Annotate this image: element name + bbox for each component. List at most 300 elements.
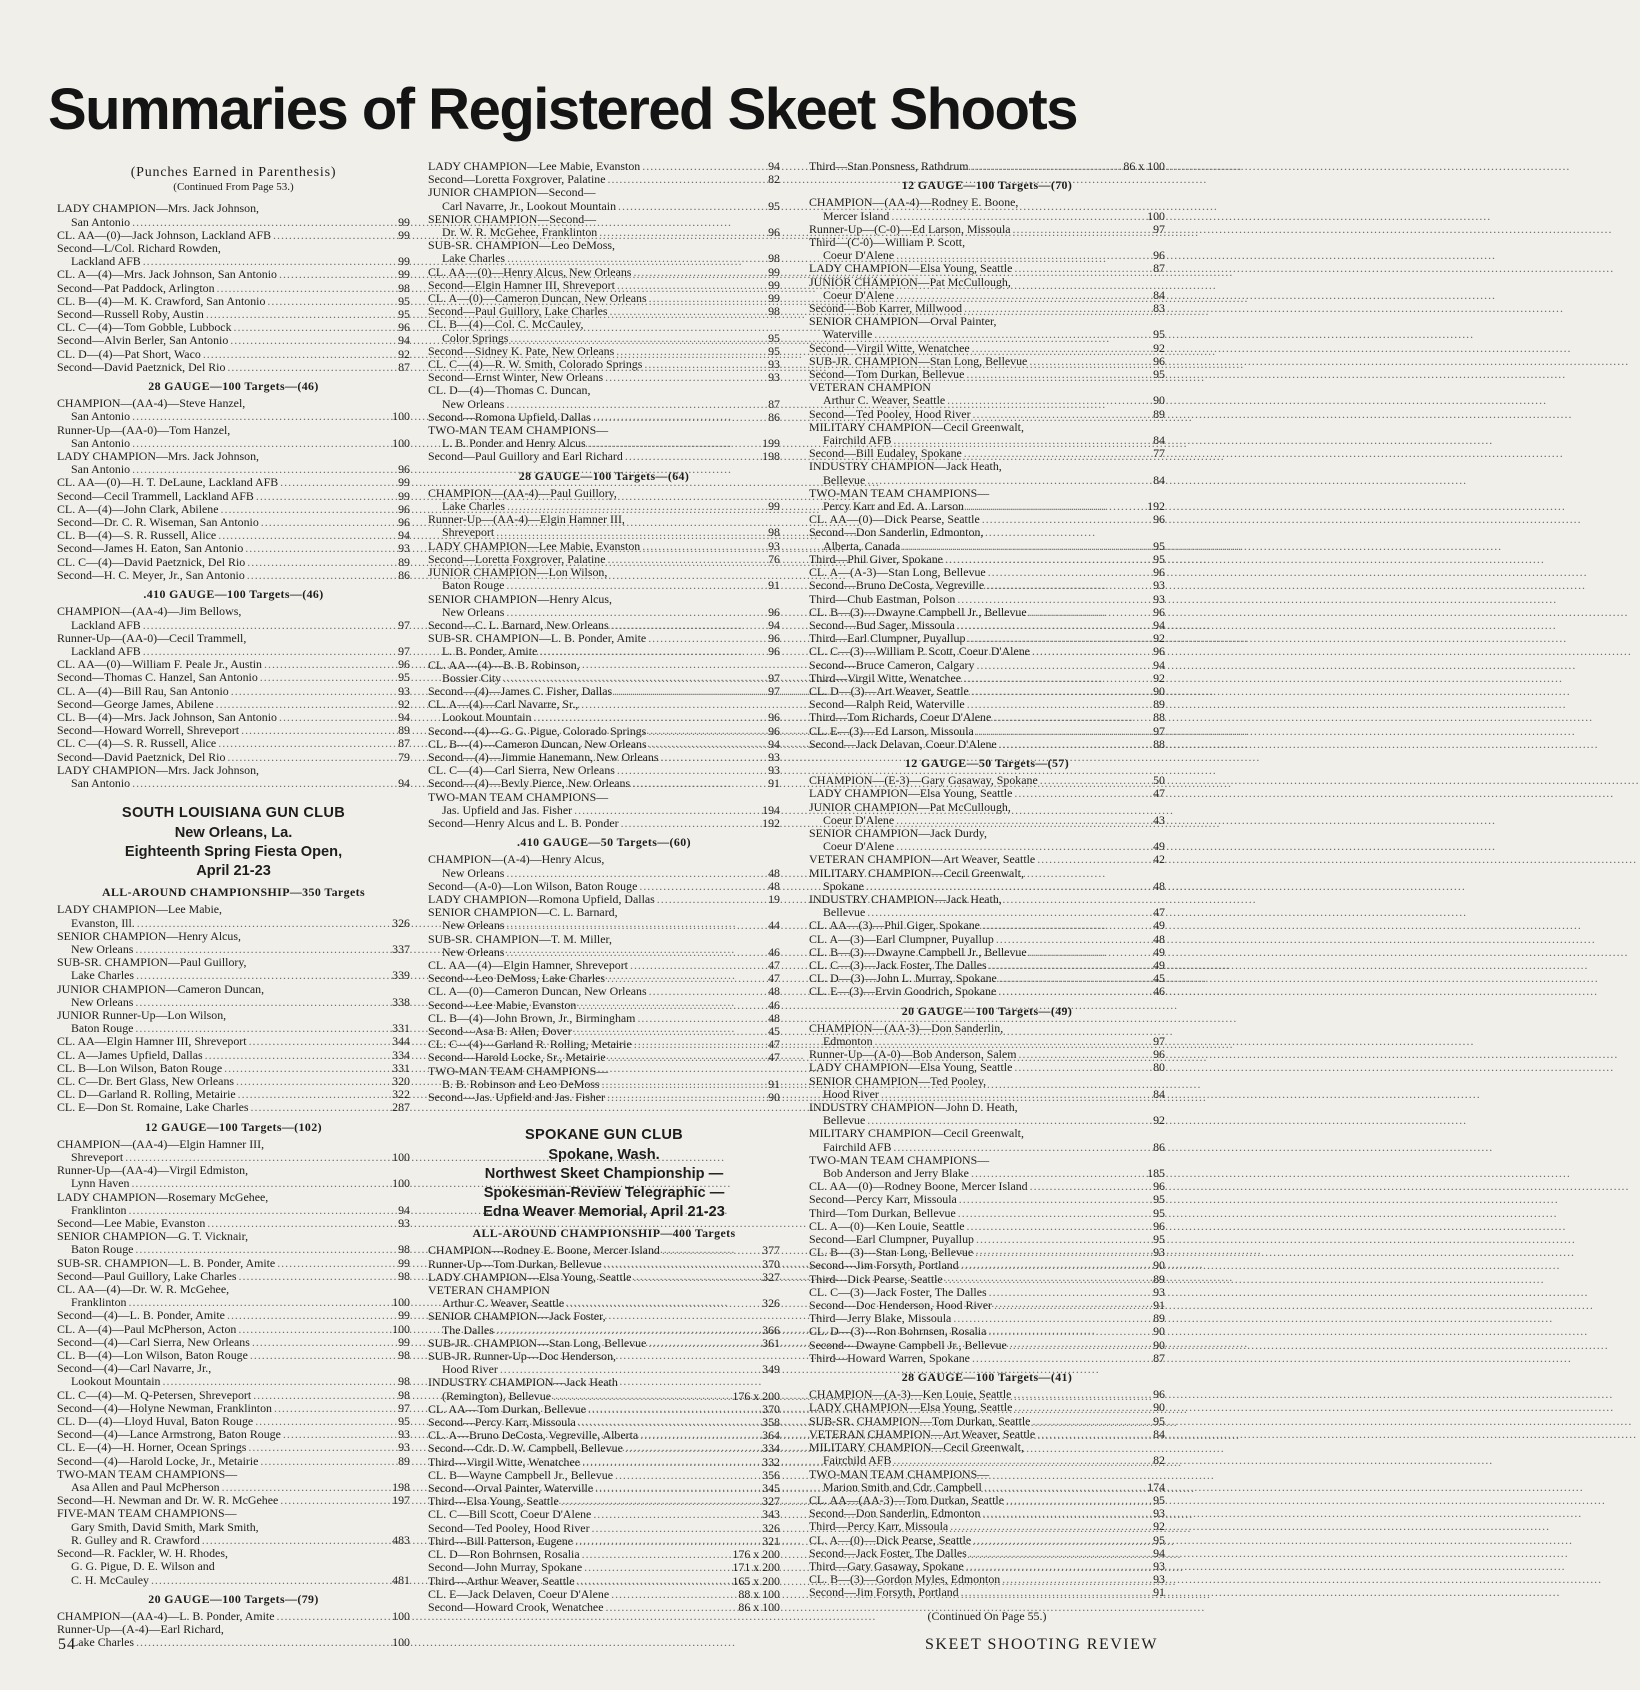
result-text: Second—Virgil Witte, Wenatchee bbox=[809, 340, 970, 355]
result-line bbox=[57, 1257, 410, 1270]
result-text: Coeur D'Alene bbox=[823, 287, 895, 302]
dot-leader bbox=[872, 328, 1151, 341]
result-text: Second—(4)—Lance Armstrong, Baton Rouge bbox=[57, 1427, 281, 1442]
score-value: 49 bbox=[1153, 918, 1165, 933]
score-value: 90 bbox=[1153, 1337, 1165, 1352]
score-value: 93 bbox=[398, 1427, 410, 1442]
score-value: 93 bbox=[398, 1440, 410, 1455]
score-value: 93 bbox=[768, 538, 780, 553]
result-text: Third—Percy Karr, Missoula bbox=[809, 1519, 949, 1534]
result-text: CL. AA—(4)—B. B. Robinson, bbox=[428, 657, 580, 672]
score-value: 46 bbox=[768, 997, 780, 1012]
result-text: SUB-SR. CHAMPION—T. M. Miller, bbox=[428, 931, 612, 946]
result-text: SUB-JR. Runner-Up—Doc Henderson, bbox=[428, 1349, 617, 1364]
result-line bbox=[57, 1521, 410, 1534]
result-text: Runner-Up—(AA-4)—Virgil Edmiston, bbox=[57, 1163, 249, 1178]
result-line bbox=[428, 946, 780, 959]
result-text: Runner-Up—(AA-4)—Elgin Hamner III, bbox=[428, 512, 625, 527]
score-value: 79 bbox=[398, 749, 410, 764]
result-text: CL. A—(4)—Carl Navarre, Sr., bbox=[428, 697, 579, 712]
result-line bbox=[57, 751, 410, 764]
score-value: 96 bbox=[1153, 353, 1165, 368]
results-list bbox=[428, 160, 780, 464]
column-1 bbox=[57, 160, 410, 1650]
result-text: Coeur D'Alene bbox=[823, 812, 895, 827]
score-value: 87 bbox=[1153, 261, 1165, 276]
score-value: 94 bbox=[1153, 1545, 1165, 1560]
result-text: New Orleans bbox=[71, 941, 134, 956]
result-line bbox=[57, 1323, 410, 1336]
result-text: Third—Jerry Blake, Missoula bbox=[809, 1311, 952, 1326]
dot-leader bbox=[271, 229, 396, 242]
result-text: Second—(4)—Holyne Newman, Franklinton bbox=[57, 1400, 272, 1415]
results-list bbox=[809, 774, 1165, 998]
result-line bbox=[809, 526, 1165, 539]
result-text: CL. D—(4)—Lloyd Huval, Baton Rouge bbox=[57, 1414, 254, 1429]
result-text: Lake Charles bbox=[71, 1635, 135, 1650]
result-text: Second—H. Newman and Dr. W. R. McGehee bbox=[57, 1493, 279, 1508]
score-value: 95 bbox=[1153, 1492, 1165, 1507]
result-line bbox=[809, 1339, 1165, 1352]
result-text: VETERAN CHAMPION bbox=[809, 380, 931, 395]
result-line bbox=[57, 1191, 410, 1204]
dot-leader bbox=[225, 1309, 396, 1322]
score-value: 94 bbox=[768, 617, 780, 632]
score-value: 94 bbox=[398, 333, 410, 348]
result-text: SENIOR CHAMPION—G. T. Vicknair, bbox=[57, 1229, 249, 1244]
score-value: 356 bbox=[762, 1467, 780, 1482]
result-text: Lackland AFB bbox=[71, 617, 141, 632]
result-text: CL. AA—(0)—Dick Pearse, Seattle bbox=[809, 512, 980, 527]
event-name: Spokesman-Review Telegraphic — bbox=[483, 1185, 725, 1202]
score-value: 95 bbox=[768, 198, 780, 213]
score-value: 198 bbox=[392, 1480, 410, 1495]
result-line bbox=[57, 1455, 410, 1468]
result-line bbox=[57, 1375, 410, 1388]
dot-leader bbox=[631, 266, 766, 279]
result-text: LADY CHAMPION—Elsa Young, Seattle bbox=[809, 261, 1013, 276]
score-value: 93 bbox=[1153, 1284, 1165, 1299]
result-line bbox=[428, 526, 780, 539]
result-text: CL. A—(4)—Paul McPherson, Acton bbox=[57, 1321, 237, 1336]
results-list bbox=[57, 903, 410, 1114]
score-value: 47 bbox=[768, 1037, 780, 1052]
result-text: Third—Arthur Weaver, Seattle bbox=[428, 1573, 575, 1588]
result-line bbox=[57, 569, 410, 582]
result-text: Second—Ernst Winter, New Orleans bbox=[428, 370, 604, 385]
score-value: 95 bbox=[1153, 1532, 1165, 1547]
result-text: TWO-MAN TEAM CHAMPIONS— bbox=[428, 789, 609, 804]
column-2 bbox=[428, 160, 780, 1614]
result-line bbox=[428, 659, 780, 672]
result-text: JUNIOR Runner-Up—Lon Wilson, bbox=[57, 1007, 227, 1022]
score-value: 96 bbox=[1153, 248, 1165, 263]
result-line bbox=[57, 410, 410, 423]
result-text: Lake Charles bbox=[442, 251, 506, 266]
score-value: 93 bbox=[1153, 1558, 1165, 1573]
dot-leader bbox=[591, 411, 766, 424]
result-text: LADY CHAMPION—Lee Mabie, bbox=[57, 902, 223, 917]
dot-leader bbox=[504, 398, 766, 411]
page-title: Summaries of Registered Skeet Shoots bbox=[48, 77, 1077, 142]
dot-leader bbox=[1035, 1428, 1151, 1441]
score-value: 100 bbox=[1147, 208, 1165, 223]
score-value: 96 bbox=[1153, 565, 1165, 580]
result-text: MILITARY CHAMPION—Cecil Greenwalt, bbox=[809, 1440, 1024, 1455]
score-value: 94 bbox=[398, 709, 410, 724]
result-text: SUB-SR. CHAMPION—L. B. Ponder, Amite bbox=[57, 1255, 276, 1270]
result-line bbox=[428, 1091, 780, 1104]
result-text: CHAMPION—(AA-4)—Rodney E. Boone, bbox=[809, 195, 1019, 210]
result-line bbox=[428, 817, 780, 830]
result-text: Shreveport bbox=[442, 525, 495, 540]
dot-leader bbox=[249, 1101, 391, 1114]
result-line bbox=[57, 1101, 410, 1114]
result-line bbox=[428, 540, 780, 553]
result-line bbox=[57, 334, 410, 347]
score-value: 96 bbox=[768, 644, 780, 659]
score-value: 192 bbox=[762, 815, 780, 830]
result-text: INDUSTRY CHAMPION—Jack Heath, bbox=[809, 891, 1002, 906]
score-value: 93 bbox=[768, 370, 780, 385]
result-text: Coeur D'Alene bbox=[823, 839, 895, 854]
result-line bbox=[428, 672, 780, 685]
result-text: Edmonton bbox=[823, 1034, 873, 1048]
result-text: CL. D—Ron Bohrnsen, Rosalia bbox=[428, 1547, 580, 1562]
score-value: 92 bbox=[1153, 340, 1165, 355]
result-line bbox=[809, 262, 1165, 275]
score-value: 93 bbox=[768, 749, 780, 764]
score-value: 366 bbox=[762, 1322, 780, 1337]
result-line bbox=[809, 933, 1165, 946]
results-list bbox=[57, 1610, 410, 1650]
score-value: 99 bbox=[768, 277, 780, 292]
section-heading: .410 GAUGE—50 Targets—(60) bbox=[517, 835, 691, 850]
results-list bbox=[809, 1022, 1165, 1365]
dot-leader bbox=[532, 711, 767, 724]
result-line bbox=[57, 1035, 410, 1048]
result-text: INDUSTRY CHAMPION—Jack Heath bbox=[428, 1375, 618, 1390]
dot-leader bbox=[575, 1575, 731, 1588]
score-value: 99 bbox=[398, 488, 410, 503]
score-value: 377 bbox=[762, 1243, 780, 1258]
result-text: CHAMPION—(AA-4)—Elgin Hamner III, bbox=[57, 1136, 265, 1151]
result-text: CL. AA—(0)—H. T. DeLaune, Lackland AFB bbox=[57, 475, 279, 490]
result-text: Second—(4)—Jimmie Hanemann, New Orleans bbox=[428, 749, 659, 764]
result-line bbox=[809, 1193, 1165, 1206]
score-value: 95 bbox=[1153, 1413, 1165, 1428]
score-value: 100 bbox=[392, 1635, 410, 1650]
result-text: Second—R. Fackler, W. H. Rhodes, bbox=[57, 1546, 228, 1561]
result-line bbox=[809, 867, 1165, 880]
result-text: Runner-Up—Tom Durkan, Bellevue bbox=[428, 1256, 602, 1271]
score-value: 89 bbox=[398, 723, 410, 738]
score-value: 90 bbox=[768, 1090, 780, 1105]
result-text: Lackland AFB bbox=[71, 643, 141, 658]
score-value: 93 bbox=[1153, 1506, 1165, 1521]
result-text: TWO-MAN TEAM CHAMPIONS— bbox=[809, 1466, 990, 1481]
result-text: Gary Smith, David Smith, Mark Smith, bbox=[71, 1519, 259, 1534]
score-value: 98 bbox=[768, 525, 780, 540]
result-text: LADY CHAMPION—Elsa Young, Seattle bbox=[809, 1400, 1013, 1415]
result-text: CL. C—(4)—R. W. Smith, Colorado Springs bbox=[428, 357, 643, 372]
punches-note: (Punches Earned in Parenthesis) bbox=[130, 165, 337, 180]
result-text: Second—John Murray, Spokane bbox=[428, 1560, 583, 1575]
result-line bbox=[809, 1325, 1165, 1338]
result-text: Second—Don Sanderlin, Edmonton, bbox=[809, 525, 984, 540]
score-value: 83 bbox=[1153, 301, 1165, 316]
result-text: CL. B—(4)—Cameron Duncan, New Orleans bbox=[428, 736, 647, 751]
result-text: Second—Bill Eudaley, Spokane bbox=[809, 446, 962, 461]
score-value: 174 bbox=[1147, 1479, 1165, 1494]
score-value: 176 x 200 bbox=[732, 1388, 780, 1403]
result-text: Bob Anderson and Jerry Blake bbox=[823, 1166, 969, 1181]
result-text: R. Gulley and R. Crawford bbox=[71, 1532, 200, 1547]
result-text: Second—(4)—Carl Sierra, New Orleans bbox=[57, 1334, 250, 1349]
result-text: Third—Bill Patterson, Eugene bbox=[428, 1533, 573, 1548]
result-line bbox=[428, 186, 780, 199]
dot-leader bbox=[580, 1456, 760, 1469]
score-value: 95 bbox=[1153, 1205, 1165, 1220]
result-text: Second—David Paetznick, Del Rio bbox=[57, 749, 226, 764]
score-value: 96 bbox=[1153, 604, 1165, 619]
page-number: 54 bbox=[58, 1636, 76, 1653]
score-value: 94 bbox=[768, 159, 780, 173]
result-line bbox=[809, 579, 1165, 592]
result-line bbox=[57, 490, 410, 503]
score-value: 84 bbox=[1153, 1086, 1165, 1101]
result-line bbox=[57, 605, 410, 618]
result-text: Arthur C. Weaver, Seattle bbox=[442, 1296, 565, 1311]
score-value: 92 bbox=[398, 696, 410, 711]
score-value: 89 bbox=[398, 1453, 410, 1468]
score-value: 345 bbox=[762, 1481, 780, 1496]
score-value: 339 bbox=[392, 968, 410, 983]
score-value: 100 bbox=[392, 1150, 410, 1164]
result-text: Second—(4)—Harold Locke, Jr., Metairie bbox=[57, 1453, 259, 1468]
result-line bbox=[428, 1324, 780, 1337]
result-text: Second—Pat Paddock, Arlington bbox=[57, 280, 215, 295]
result-text: Second—Howard Crook, Wenatchee bbox=[428, 1599, 604, 1614]
result-line bbox=[57, 1049, 410, 1062]
score-value: 76 bbox=[768, 551, 780, 566]
dot-leader bbox=[646, 1337, 760, 1350]
score-value: 185 bbox=[1147, 1166, 1165, 1181]
result-text: Second—Dr. C. R. Wiseman, San Antonio bbox=[57, 515, 259, 530]
dot-leader bbox=[245, 569, 396, 582]
result-text: Second—Thomas C. Hanzel, San Antonio bbox=[57, 670, 258, 685]
result-line bbox=[57, 903, 410, 916]
result-line bbox=[809, 328, 1165, 341]
dot-leader bbox=[606, 553, 767, 566]
score-value: 43 bbox=[1153, 812, 1165, 827]
result-text: (Remington), Bellevue bbox=[442, 1388, 551, 1403]
score-value: 96 bbox=[1153, 1047, 1165, 1062]
result-text: Second—(A-0)—Lon Wilson, Baton Rouge bbox=[428, 878, 638, 893]
result-line bbox=[428, 645, 780, 658]
results-list bbox=[428, 853, 780, 1104]
dot-leader bbox=[504, 946, 766, 959]
result-text: Second—Alvin Berler, San Antonio bbox=[57, 333, 229, 348]
result-text: Third—Tom Richards, Coeur D'Alene bbox=[809, 710, 992, 725]
result-line bbox=[809, 1586, 1165, 1599]
score-value: 91 bbox=[1153, 1585, 1165, 1600]
result-text: MILITARY CHAMPION—Cecil Greenwalt, bbox=[809, 1126, 1024, 1141]
dot-leader bbox=[612, 685, 766, 698]
result-text: CL. C—(4)—Tom Gobble, Lubbock bbox=[57, 320, 232, 335]
result-text: Second—Howard Worrell, Shreveport bbox=[57, 723, 240, 738]
score-value: 97 bbox=[1153, 1034, 1165, 1048]
result-text: Second—Asa B. Allen, Dover bbox=[428, 1024, 572, 1038]
dot-leader bbox=[134, 969, 390, 982]
dot-leader bbox=[955, 593, 1151, 606]
dot-leader bbox=[1035, 853, 1151, 866]
result-text: Second—Russell Roby, Austin bbox=[57, 307, 204, 322]
result-line bbox=[428, 985, 780, 998]
result-text: CL. AA—(4)—Elgin Hamner, Shreveport bbox=[428, 957, 628, 972]
result-text: Hood River bbox=[823, 1086, 879, 1101]
result-text: TWO-MAN TEAM CHAMPIONS— bbox=[428, 423, 609, 438]
result-text: Second—Ralph Reid, Waterville bbox=[809, 697, 965, 712]
dot-leader bbox=[237, 1270, 397, 1283]
score-value: 94 bbox=[1153, 657, 1165, 672]
result-line bbox=[809, 1401, 1165, 1414]
dot-leader bbox=[1030, 1415, 1151, 1428]
score-value: 96 bbox=[1153, 644, 1165, 659]
score-value: 77 bbox=[1153, 446, 1165, 461]
result-text: Lookout Mountain bbox=[71, 1374, 161, 1389]
score-value: 326 bbox=[762, 1520, 780, 1535]
score-value: 96 bbox=[768, 604, 780, 619]
dot-leader bbox=[130, 777, 396, 790]
score-value: 91 bbox=[768, 1076, 780, 1091]
result-text: SENIOR CHAMPION—Ted Pooley, bbox=[809, 1073, 987, 1088]
result-line bbox=[809, 1127, 1165, 1140]
score-value: 326 bbox=[392, 915, 410, 930]
score-value: 98 bbox=[398, 1242, 410, 1257]
score-value: 331 bbox=[392, 1021, 410, 1036]
result-line bbox=[809, 1352, 1165, 1365]
result-text: CL. D—Garland R. Rolling, Metairie bbox=[57, 1087, 236, 1102]
score-value: 93 bbox=[1153, 578, 1165, 593]
result-line bbox=[809, 1141, 1165, 1154]
dot-leader bbox=[984, 579, 1151, 592]
score-value: 92 bbox=[398, 346, 410, 361]
score-value: 327 bbox=[762, 1494, 780, 1509]
result-text: Runner-Up—(AA-0)—Cecil Trammell, bbox=[57, 630, 247, 645]
result-line bbox=[809, 985, 1165, 998]
result-line bbox=[57, 619, 410, 632]
score-value: 95 bbox=[1153, 1192, 1165, 1207]
dot-leader bbox=[623, 1442, 760, 1455]
result-text: LADY CHAMPION—Romona Upfield, Dallas bbox=[428, 891, 655, 906]
score-value: 87 bbox=[768, 396, 780, 411]
result-text: CL. A—(0)—Dick Pearse, Seattle bbox=[809, 1532, 972, 1547]
dot-leader bbox=[501, 672, 766, 685]
result-line bbox=[57, 556, 410, 569]
results-list bbox=[428, 1244, 780, 1614]
result-text: Bossier City bbox=[442, 670, 502, 685]
result-text: CL. A—(0)—Ken Louie, Seattle bbox=[809, 1218, 965, 1233]
score-value: 84 bbox=[1153, 287, 1165, 302]
score-value: 97 bbox=[398, 643, 410, 658]
score-value: 88 x 100 bbox=[738, 1586, 780, 1601]
result-line bbox=[428, 1376, 780, 1389]
result-text: CL. B—(3)—Gordon Myles, Edmonton bbox=[809, 1572, 1001, 1587]
score-value: 89 bbox=[1153, 406, 1165, 421]
dot-leader bbox=[149, 1574, 390, 1587]
result-line bbox=[809, 853, 1165, 866]
section-heading: 28 GAUGE—100 Targets—(64) bbox=[518, 468, 690, 483]
score-value: 96 bbox=[1153, 1218, 1165, 1233]
result-line bbox=[809, 1547, 1165, 1560]
result-line bbox=[57, 1574, 410, 1587]
result-text: CHAMPION—(AA-4)—Steve Hanzel, bbox=[57, 396, 246, 411]
dot-leader bbox=[214, 698, 396, 711]
score-value: 97 bbox=[768, 683, 780, 698]
result-line bbox=[809, 919, 1165, 932]
result-line bbox=[57, 1389, 410, 1402]
result-text: CL. C—(4)—S. R. Russell, Alice bbox=[57, 736, 217, 751]
result-line bbox=[809, 787, 1165, 800]
score-value: 95 bbox=[398, 293, 410, 308]
result-text: CL. AA—(0)—William F. Peale Jr., Austin bbox=[57, 657, 262, 672]
dot-leader bbox=[133, 1243, 396, 1256]
score-value: 47 bbox=[768, 971, 780, 986]
dot-leader bbox=[971, 408, 1152, 421]
result-text: CL. C—Dr. Bert Glass, New Orleans bbox=[57, 1073, 235, 1088]
dot-leader bbox=[248, 1349, 396, 1362]
result-text: Lackland AFB bbox=[71, 254, 141, 269]
score-value: 99 bbox=[768, 499, 780, 514]
score-value: 19 bbox=[768, 891, 780, 906]
result-text: Second—(4)—Bevly Pierce, New Orleans bbox=[428, 776, 631, 791]
dot-leader bbox=[243, 542, 396, 555]
dot-leader bbox=[133, 996, 390, 1009]
result-text: Fairchild AFB bbox=[823, 433, 892, 448]
result-text: CHAMPION—(A-4)—Henry Alcus, bbox=[428, 852, 605, 867]
dot-leader bbox=[948, 1520, 1151, 1533]
result-text: Third—Gary Gasaway, Spokane bbox=[809, 1558, 964, 1573]
score-value: 194 bbox=[762, 802, 780, 817]
result-text: CL. AA—(4)—Dr. W. R. McGehee, bbox=[57, 1282, 230, 1297]
result-text: VETERAN CHAMPION bbox=[428, 1283, 550, 1298]
result-line bbox=[428, 332, 780, 345]
section-heading: ALL-AROUND CHAMPIONSHIP—350 Targets bbox=[101, 885, 366, 900]
result-text: Second—Loretta Foxgrover, Palatine bbox=[428, 551, 606, 566]
result-line bbox=[57, 632, 410, 645]
result-text: Alberta, Canada bbox=[823, 538, 901, 553]
dot-leader bbox=[619, 817, 761, 830]
result-text: CL. A—(0)—Cameron Duncan, New Orleans bbox=[428, 984, 647, 999]
score-value: 176 x 200 bbox=[732, 1547, 780, 1562]
score-value: 481 bbox=[392, 1572, 410, 1587]
result-text: CL. A—(4)—Bill Rau, San Antonio bbox=[57, 683, 229, 698]
dot-leader bbox=[982, 1481, 1145, 1494]
result-line bbox=[809, 725, 1165, 738]
result-text: Second—Jim Forsyth, Portland bbox=[809, 1585, 959, 1600]
score-value: 47 bbox=[768, 1050, 780, 1065]
result-text: MILITARY CHAMPION—Cecil Greenwalt, bbox=[809, 865, 1024, 880]
dot-leader bbox=[891, 1141, 1151, 1154]
score-value: 90 bbox=[1153, 1324, 1165, 1339]
result-text: Second—Bruce Cameron, Calgary bbox=[809, 657, 975, 672]
result-line bbox=[57, 216, 410, 229]
result-line bbox=[57, 1507, 410, 1520]
result-text: Third—Dick Pearse, Seattle bbox=[809, 1271, 943, 1286]
result-line bbox=[428, 999, 780, 1012]
score-value: 93 bbox=[398, 541, 410, 556]
